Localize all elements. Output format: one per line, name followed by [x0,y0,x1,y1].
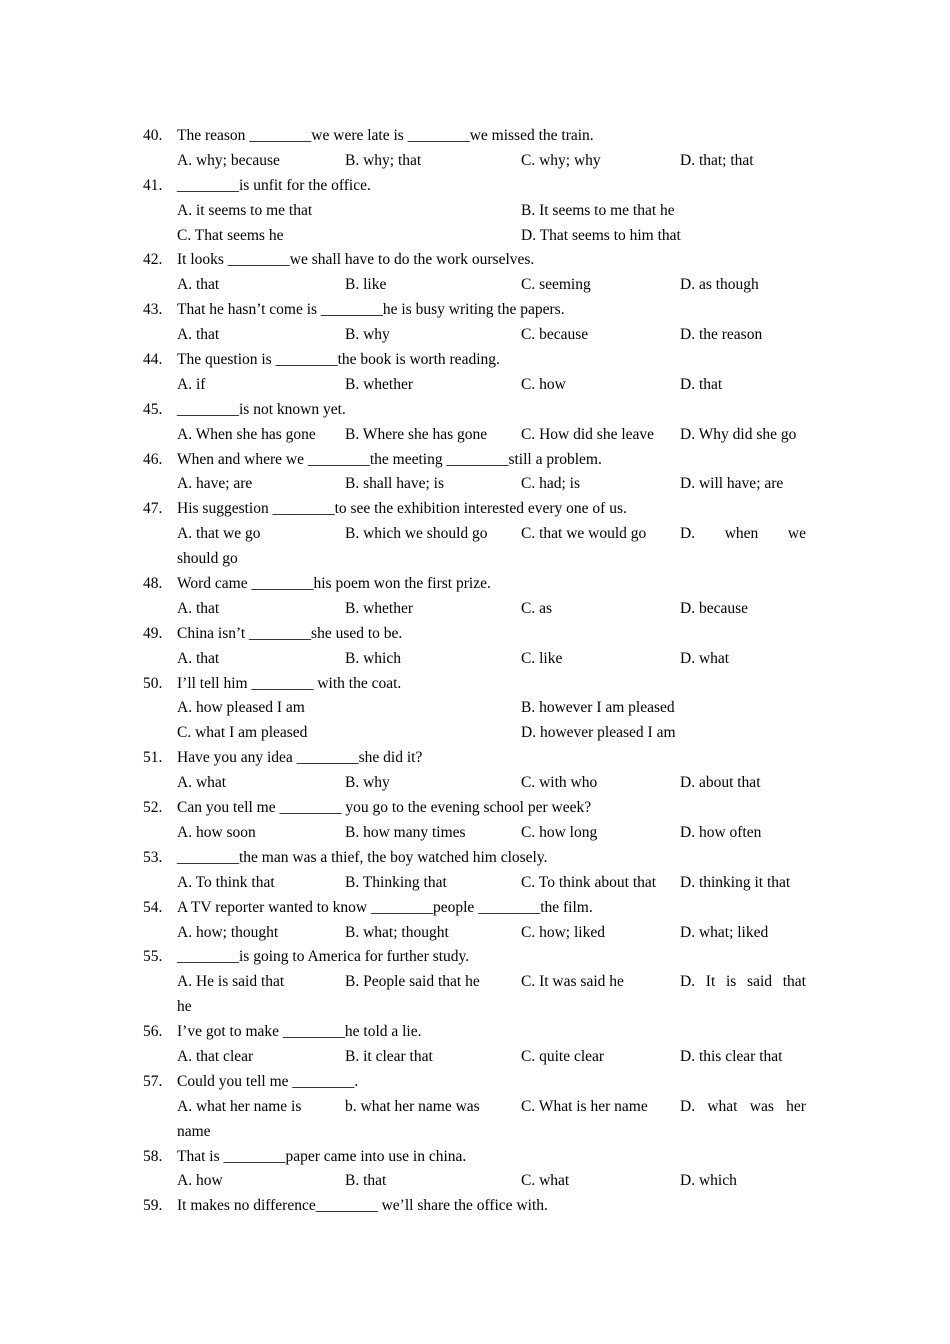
question-text: It makes no difference________ we’ll share the office with. [177,1197,548,1215]
option-c: C. It was said he [521,973,624,991]
option-d-word: D. [680,1097,696,1115]
question-stem [143,248,808,273]
option-c: C. like [521,649,563,667]
option-c: C. with who [521,774,598,792]
question-stem [143,796,808,821]
question-number: 59. [143,1197,163,1215]
question-number: 56. [143,1023,163,1041]
option-a: A. that [177,649,220,667]
option-b: B. why [345,326,390,344]
options-row [143,423,808,448]
option-d-word: was [749,1097,774,1115]
question-text: That is ________paper came into use in china. [177,1147,467,1165]
question-stem [143,746,808,771]
option-d-word: D. [680,973,696,991]
options-row [143,1169,808,1194]
question-stem [143,945,808,970]
option-a: A. how; thought [177,923,279,941]
option-d: D. because [680,599,748,617]
option-b: B. why; that [345,151,422,169]
option-c: C. How did she leave [521,425,655,443]
option-d-word: is [725,973,737,991]
question-stem [143,448,808,473]
option-c: C. why; why [521,151,601,169]
option-continuation [143,1120,808,1145]
question-text: China isn’t ________she used to be. [177,624,403,642]
question-text: That he hasn’t come is ________he is busy writing the papers. [177,301,565,319]
option-d: D. thinking it that [680,873,791,891]
option-c: C. how long [521,823,598,841]
question-number: 44. [143,351,163,369]
option-c: C. what I am pleased [177,724,308,742]
options-row [143,1045,808,1070]
option-d: D. that; that [680,151,754,169]
question-stem [143,1070,808,1095]
question-text: Have you any idea ________she did it? [177,749,423,767]
option-c: C. how; liked [521,923,605,941]
option-b: B. why [345,774,390,792]
option-c: C. what [521,1172,570,1190]
question-number: 45. [143,400,163,418]
option-a: A. He is said that [177,973,285,991]
option-d-word: D. [680,525,696,543]
question-number: 48. [143,575,163,593]
question-stem [143,497,808,522]
option-b: B. Where she has gone [345,425,488,443]
question-stem [143,622,808,647]
option-b: b. what her name was [345,1097,480,1115]
question-text: I’ll tell him ________ with the coat. [177,674,402,692]
options-row [143,721,808,746]
option-d [680,970,806,995]
option-d-continuation: should go [177,550,238,568]
question-number: 52. [143,799,163,817]
option-d: D. what; liked [680,923,769,941]
question-text: The reason ________we were late is ________we missed the train. [177,127,594,144]
question-number: 49. [143,624,163,642]
question-text: Can you tell me ________ you go to the evening school per week? [177,799,592,817]
question-number: 57. [143,1072,163,1090]
question-stem [143,846,808,871]
option-d: D. That seems to him that [521,226,681,244]
option-a: A. how [177,1172,223,1190]
option-d: D. this clear that [680,1047,783,1065]
option-d [680,522,806,547]
question-number: 41. [143,176,163,194]
question-text: ________the man was a thief, the boy watched him closely. [177,848,548,866]
option-a: A. if [177,375,206,393]
option-c: C. seeming [521,276,591,294]
options-row [143,771,808,796]
option-b: B. People said that he [345,973,480,991]
option-d: D. the reason [680,326,763,344]
question-number: 54. [143,898,163,916]
option-b: B. whether [345,375,414,393]
option-a: A. that we go [177,525,261,543]
option-d: D. will have; are [680,475,784,493]
option-a: A. what [177,774,227,792]
options-row [143,224,808,249]
option-continuation-text: he [177,998,192,1016]
question-number: 40. [143,127,163,144]
option-a: A. that clear [177,1047,254,1065]
question-text: ________is not known yet. [177,400,346,418]
option-d: D. what [680,649,730,667]
question-number: 55. [143,948,163,966]
question-number: 42. [143,251,163,269]
option-b: B. however I am pleased [521,699,675,717]
option-d [680,1095,806,1120]
option-a: A. how pleased I am [177,699,305,717]
option-c: C. quite clear [521,1047,605,1065]
question-stem [143,174,808,199]
options-row [143,821,808,846]
options-row [143,921,808,946]
question-stem [143,672,808,697]
option-d: D. how often [680,823,762,841]
question-stem [143,1145,808,1170]
option-d-word: we [787,525,806,543]
option-a: A. When she has gone [177,425,316,443]
question-text: I’ve got to make ________he told a lie. [177,1023,422,1041]
option-c: C. That seems he [177,226,284,244]
option-d-word: said [747,973,773,991]
option-continuation [143,995,808,1020]
option-d: D. which [680,1172,737,1190]
option-d-word: what [707,1097,738,1115]
options-row [143,273,808,298]
option-a: A. how soon [177,823,256,841]
options-row [143,373,808,398]
question-text: ________is unfit for the office. [177,176,371,194]
option-a: A. have; are [177,475,253,493]
question-text: When and where we ________the meeting ________still a problem. [177,450,602,468]
options-row [143,149,808,174]
question-number: 53. [143,848,163,866]
option-c: C. What is her name [521,1097,648,1115]
question-text: Word came ________his poem won the first prize. [177,575,491,593]
option-c: C. as [521,599,552,617]
question-number: 50. [143,674,163,692]
question-text: It looks ________we shall have to do the work ourselves. [177,251,535,269]
question-stem [143,398,808,423]
options-row [143,323,808,348]
option-b: B. it clear that [345,1047,433,1065]
question-stem [143,298,808,323]
option-b: B. Thinking that [345,873,447,891]
option-c: C. because [521,326,589,344]
question-number: 51. [143,749,163,767]
option-continuation [143,547,808,572]
question-text: ________is going to America for further study. [177,948,470,966]
question-number: 46. [143,450,163,468]
question-stem [143,1194,808,1219]
option-b: B. It seems to me that he [521,201,675,219]
option-d-word: when [724,525,759,543]
option-b: B. whether [345,599,414,617]
option-d-word: her [786,1097,806,1115]
option-d-word: It [705,973,716,991]
option-a: A. that [177,276,220,294]
question-number: 43. [143,301,163,319]
option-d: D. Why did she go [680,425,797,443]
option-d-word: that [782,973,806,991]
question-number: 58. [143,1147,163,1165]
options-row [143,696,808,721]
option-d: D. about that [680,774,761,792]
option-a: A. what her name is [177,1097,302,1115]
option-b: B. which we should go [345,525,488,543]
option-c: C. that we would go [521,525,647,543]
option-b: B. which [345,649,401,667]
question-text: His suggestion ________to see the exhibition interested every one of us. [177,500,627,518]
option-c: C. To think about that [521,873,657,891]
option-b: B. like [345,276,387,294]
option-d: D. as though [680,276,759,294]
question-text: The question is ________the book is worth reading. [177,351,500,369]
option-a: A. why; because [177,151,280,169]
options-row [143,647,808,672]
options-row [143,472,808,497]
options-row [143,522,808,547]
option-d: D. that [680,375,723,393]
option-d: D. however pleased I am [521,724,676,742]
option-a: A. that [177,326,220,344]
options-row [143,597,808,622]
question-text: Could you tell me ________. [177,1072,359,1090]
question-stem [143,572,808,597]
option-b: B. how many times [345,823,466,841]
option-b: B. that [345,1172,387,1190]
options-row [143,970,808,995]
question-stem [143,124,808,149]
options-row [143,1095,808,1120]
option-c: C. how [521,375,566,393]
option-b: B. shall have; is [345,475,445,493]
question-stem [143,348,808,373]
option-a: A. that [177,599,220,617]
option-a: A. it seems to me that [177,201,313,219]
question-stem [143,896,808,921]
question-text: A TV reporter wanted to know ________people ________the film. [177,898,593,916]
option-c: C. had; is [521,475,580,493]
question-list [143,124,808,1219]
options-row [143,871,808,896]
option-d-continuation: name [177,1122,211,1140]
option-a: A. To think that [177,873,275,891]
question-stem [143,1020,808,1045]
option-b: B. what; thought [345,923,449,941]
options-row [143,199,808,224]
question-number: 47. [143,500,163,518]
